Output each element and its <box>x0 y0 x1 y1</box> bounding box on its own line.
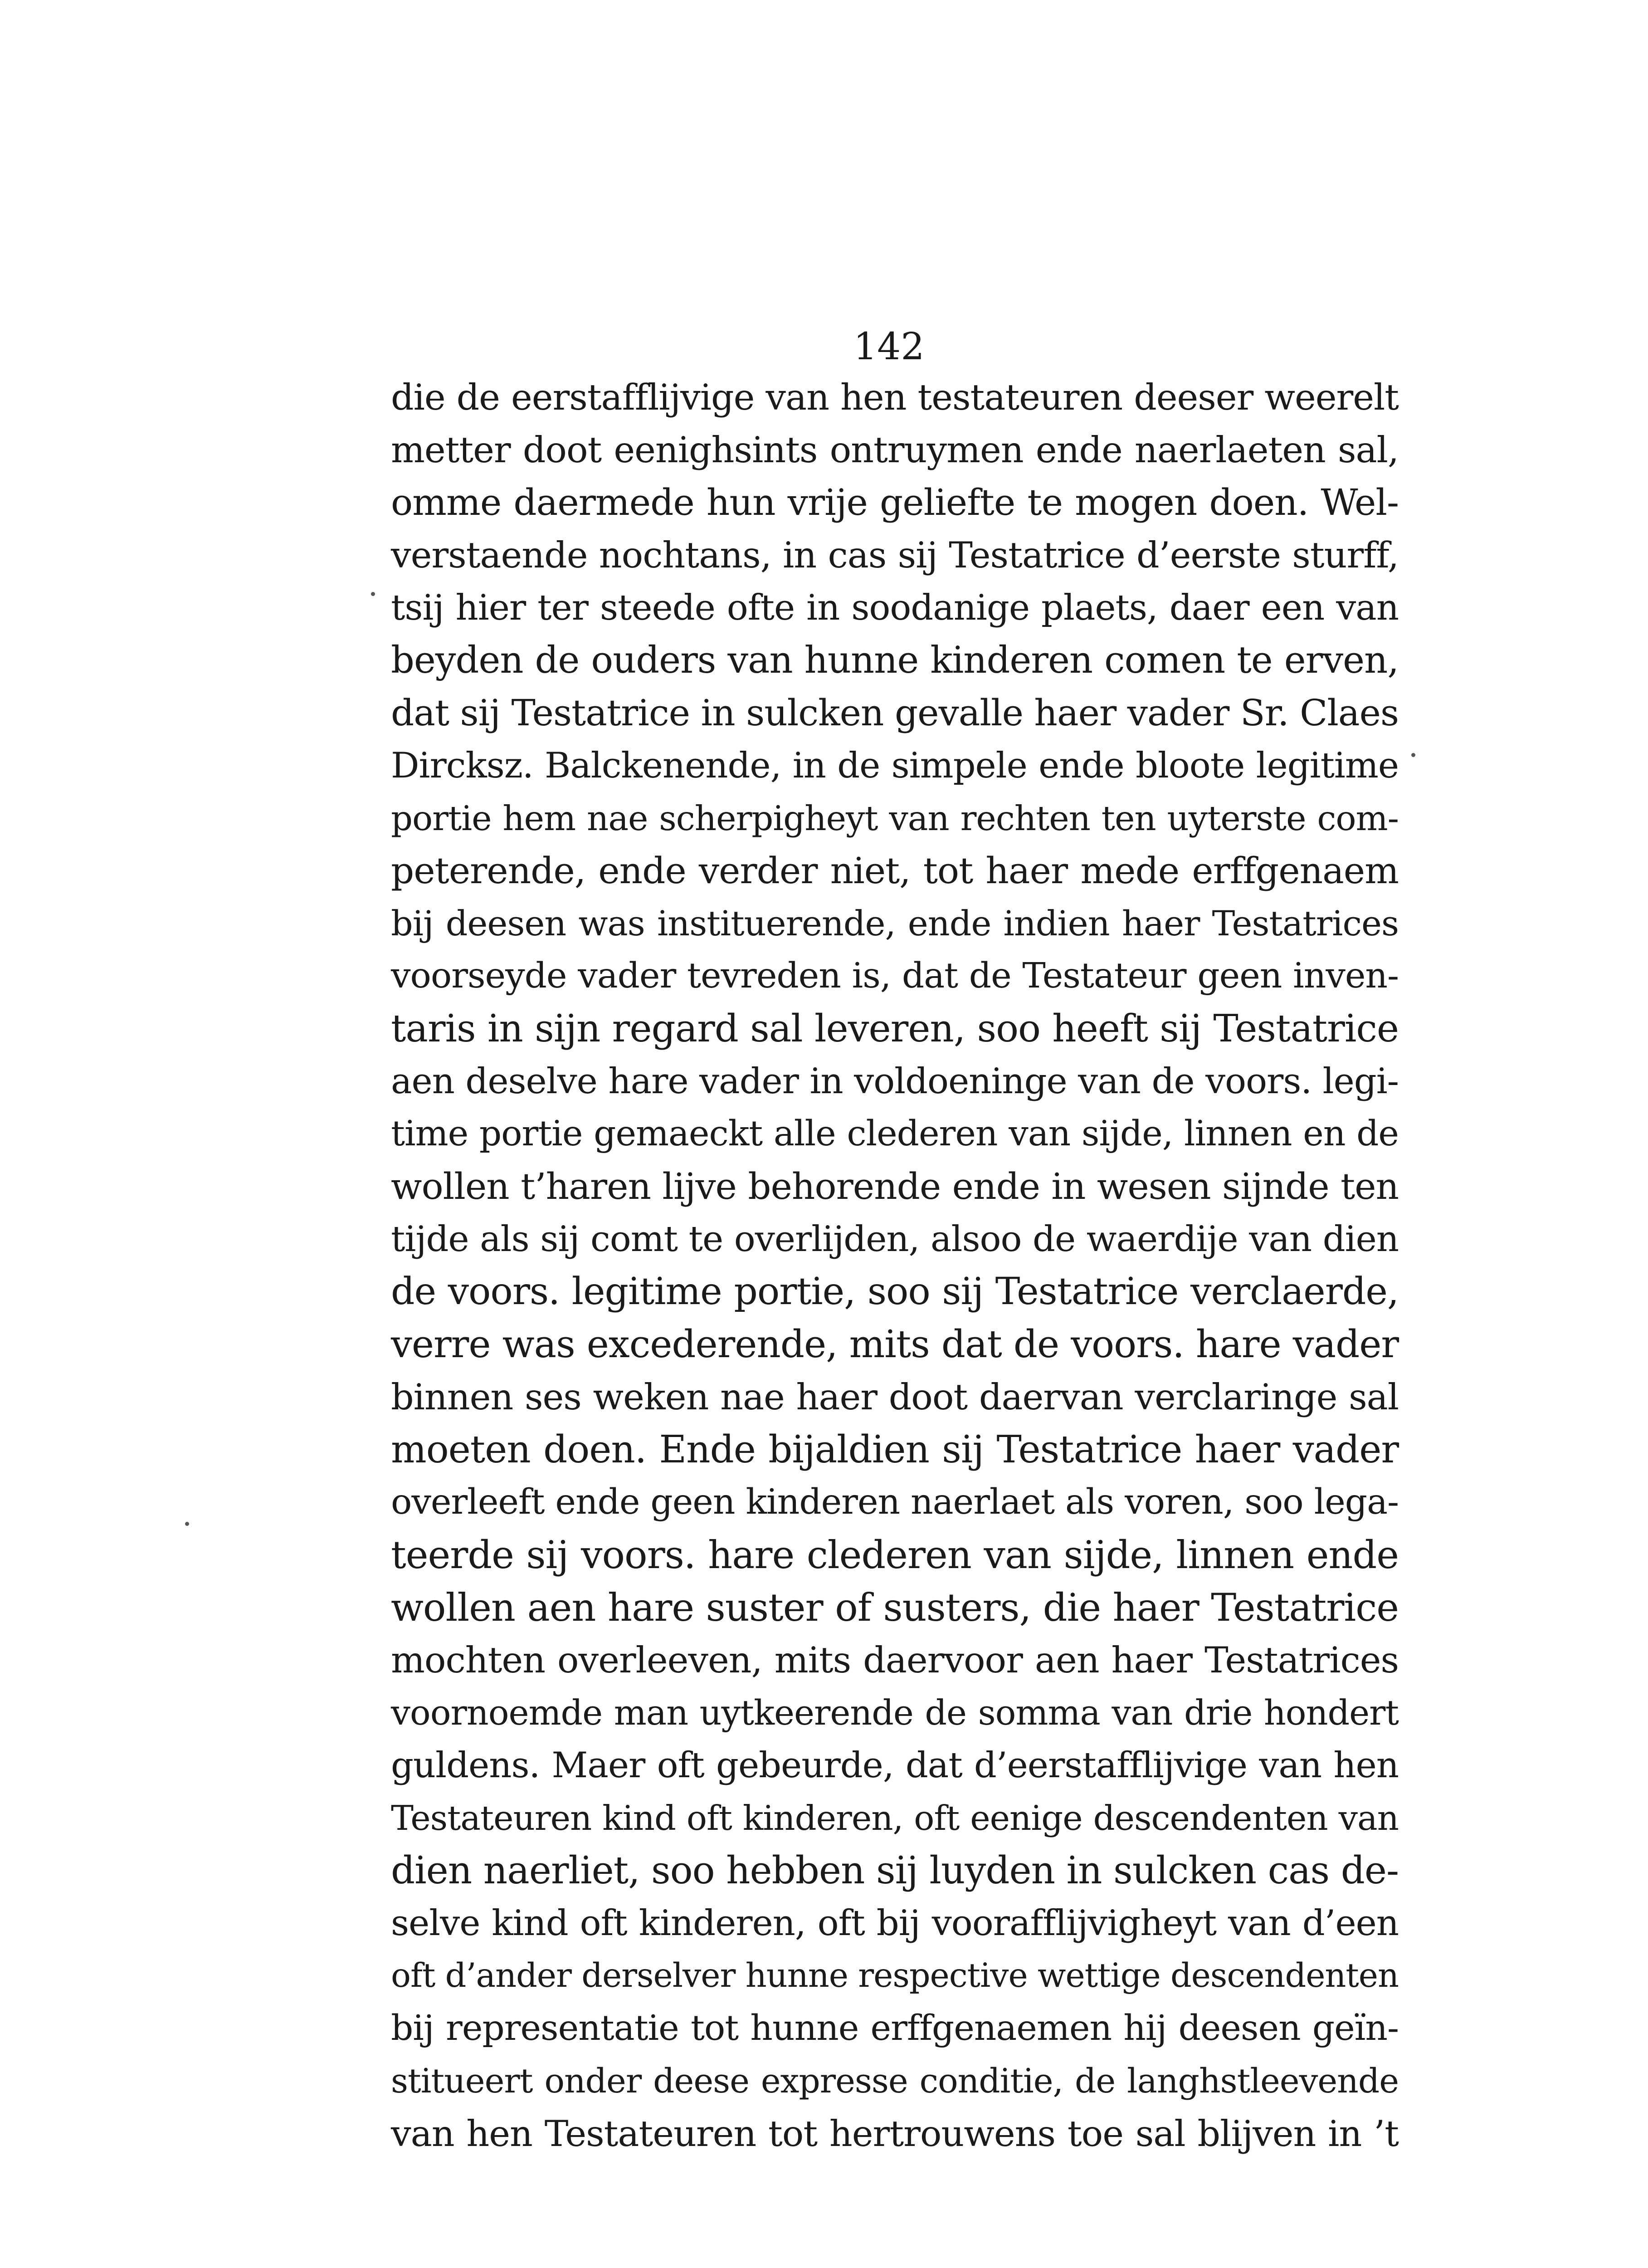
text-line: omme daermede hun vrije geliefte te mogen doen. Wel- <box>391 481 1399 523</box>
text-line: peterende, ende verder niet, tot haer mede erffgenaem <box>391 850 1399 892</box>
body-text <box>391 371 1399 2160</box>
text-line: die de eerstafflijvige van hen testateuren deeser weerelt <box>391 376 1399 418</box>
text-line: wollen aen hare suster of susters, die haer Testatrice <box>391 1585 1399 1630</box>
text-line: dat sij Testatrice in sulcken gevalle haer vader Sr. Claes <box>391 692 1399 734</box>
text-line: verstaende nochtans, in cas sij Testatrice d’eerste sturff, <box>391 534 1399 576</box>
text-line: moeten doen. Ende bijaldien sij Testatrice haer vader <box>391 1427 1399 1471</box>
text-line: time portie gemaeckt alle clederen van sijde, linnen en de <box>391 1114 1399 1154</box>
margin-speck <box>371 592 375 596</box>
text-line: voornoemde man uytkeerende de somma van drie hondert <box>391 1692 1399 1733</box>
margin-speck <box>185 1522 189 1526</box>
text-line: guldens. Maer oft gebeurde, dat d’eerstafflijvige van hen <box>391 1745 1399 1786</box>
text-line: verre was excederende, mits dat de voors. hare vader <box>391 1322 1399 1366</box>
text-line: teerde sij voors. hare clederen van sijde, linnen ende <box>391 1533 1399 1577</box>
text-line: portie hem nae scherpigheyt van rechten ten uyterste com- <box>391 798 1399 838</box>
text-line: Testateuren kind oft kinderen, oft eenige descendenten van <box>391 1798 1399 1838</box>
text-line: van hen Testateuren tot hertrouwens toe sal blijven in ’t <box>391 2113 1399 2155</box>
text-line: beyden de ouders van hunne kinderen comen te erven, <box>391 639 1399 682</box>
text-line: mochten overleeven, mits daervoor aen haer Testatrices <box>391 1639 1399 1681</box>
text-line: bij representatie tot hunne erffgenaemen hij deesen geïn- <box>391 2008 1399 2048</box>
text-line: stitueert onder deese expresse conditie, de langhstleevende <box>391 2062 1399 2101</box>
text-line: oft d’ander derselver hunne respective wettige descendenten <box>391 1956 1399 1995</box>
text-line: taris in sijn regard sal leveren, soo heeft sij Testatrice <box>391 1007 1399 1051</box>
text-line: de voors. legitime portie, soo sij Testatrice verclaerde, <box>391 1270 1399 1313</box>
margin-speck <box>1411 753 1415 757</box>
text-line: binnen ses weken nae haer doot daervan verclaringe sal <box>391 1376 1399 1418</box>
text-line: dien naerliet, soo hebben sij luyden in sulcken cas de- <box>391 1848 1399 1892</box>
text-line: overleeft ende geen kinderen naerlaet als voren, soo lega- <box>391 1482 1399 1522</box>
text-line: selve kind oft kinderen, oft bij voorafflijvigheyt van d’een <box>391 1903 1399 1944</box>
text-line: tijde als sij comt te overlijden, alsoo de waerdije van dien <box>391 1219 1399 1260</box>
text-line: aen deselve hare vader in voldoeninge van de voors. legi- <box>391 1061 1399 1102</box>
text-line: voorseyde vader tevreden is, dat de Testateur geen inven- <box>391 956 1399 996</box>
text-line: bij deesen was instituerende, ende indien haer Testatrices <box>391 903 1399 943</box>
text-line: metter doot eenighsints ontruymen ende naerlaeten sal, <box>391 429 1399 471</box>
page-number: 142 <box>853 325 925 368</box>
text-line: Dircksz. Balckenende, in de simpele ende bloote legitime <box>391 745 1399 786</box>
text-line: wollen t’haren lijve behorende ende in wesen sijnde ten <box>391 1165 1399 1207</box>
text-line: tsij hier ter steede ofte in soodanige plaets, daer een van <box>391 587 1399 628</box>
